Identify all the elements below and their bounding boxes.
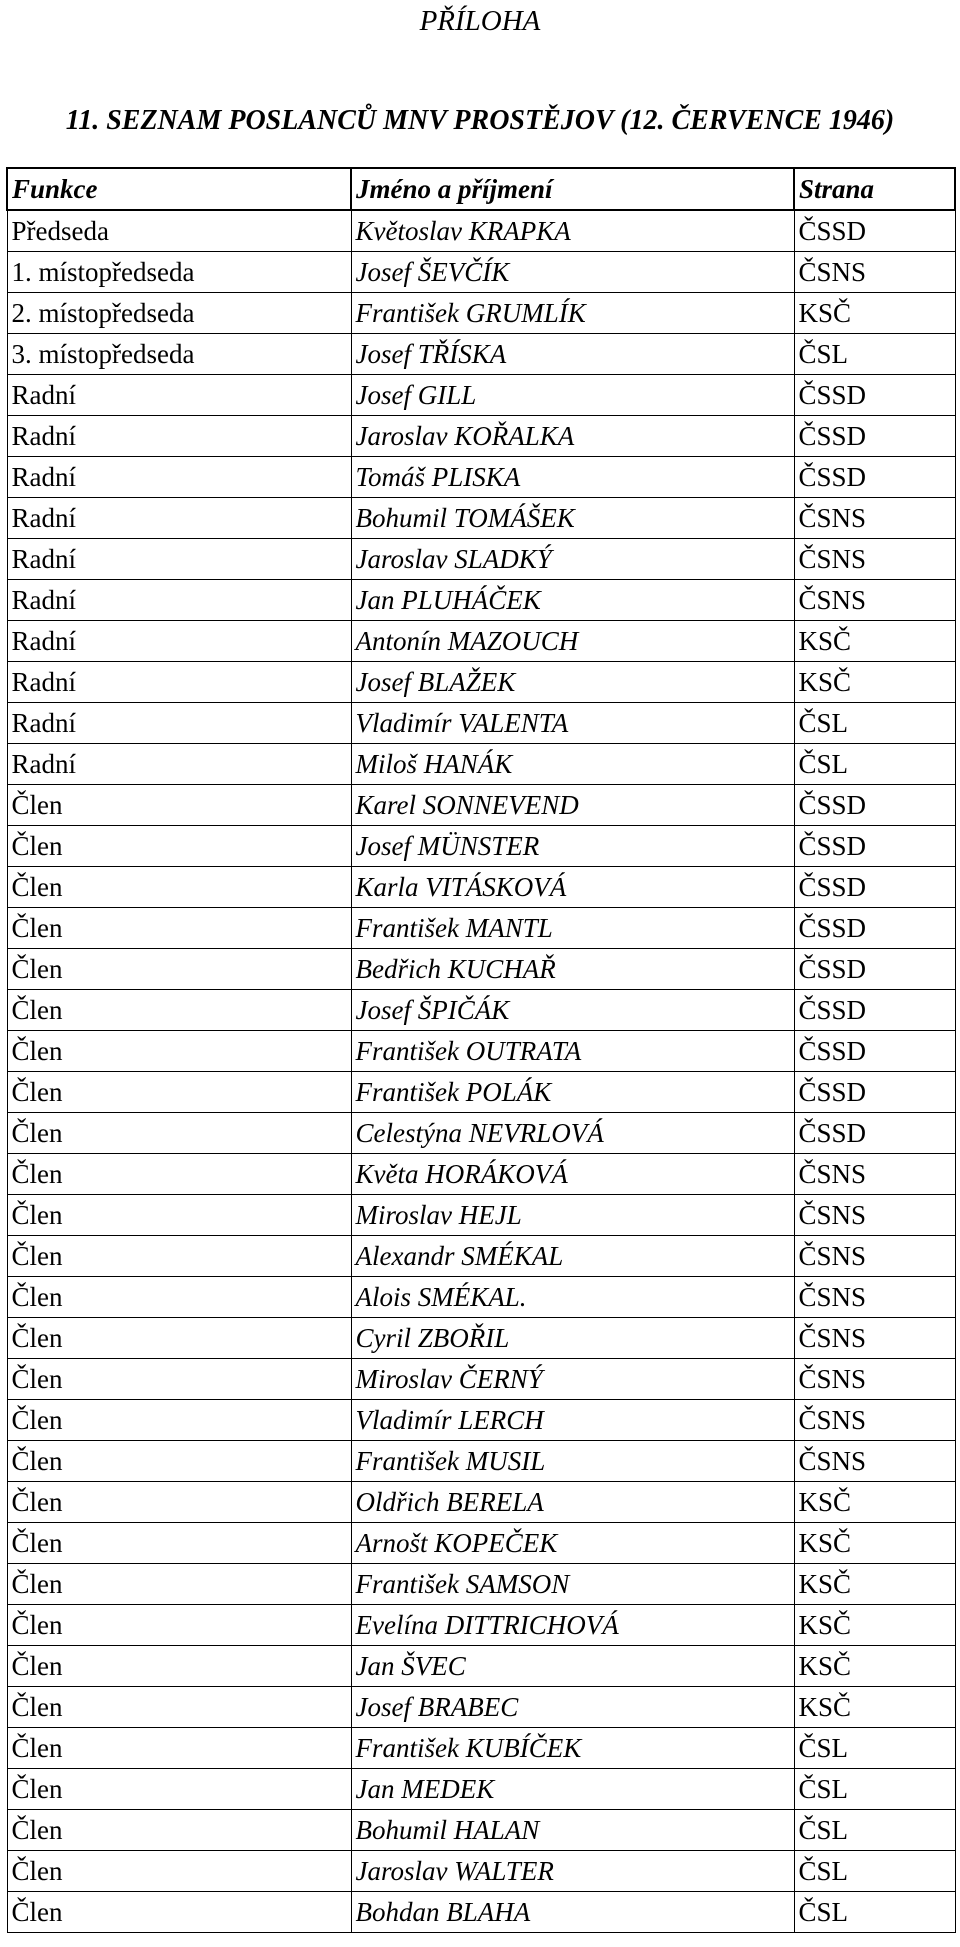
function-cell: Člen	[7, 1687, 351, 1728]
party-cell: ČSNS	[794, 1277, 955, 1318]
table-row	[7, 580, 955, 621]
name-cell: Miroslav ČERNÝ	[351, 1359, 794, 1400]
name-cell: Arnošt KOPEČEK	[351, 1523, 794, 1564]
name-cell: Evelína DITTRICHOVÁ	[351, 1605, 794, 1646]
name-cell: Alexandr SMÉKAL	[351, 1236, 794, 1277]
name-cell: František MANTL	[351, 908, 794, 949]
table-row	[7, 1482, 955, 1523]
party-cell: KSČ	[794, 1482, 955, 1523]
function-cell: Radní	[7, 703, 351, 744]
party-cell: ČSNS	[794, 1359, 955, 1400]
party-cell: ČSNS	[794, 252, 955, 293]
name-cell: František POLÁK	[351, 1072, 794, 1113]
party-cell: ČSSD	[794, 949, 955, 990]
party-cell: ČSNS	[794, 1236, 955, 1277]
function-cell: Radní	[7, 375, 351, 416]
table-row	[7, 498, 955, 539]
page-heading: PŘÍLOHA	[419, 5, 541, 37]
table-row	[7, 662, 955, 703]
name-cell: Josef BRABEC	[351, 1687, 794, 1728]
function-cell: Člen	[7, 1359, 351, 1400]
name-cell: Jaroslav WALTER	[351, 1851, 794, 1892]
name-cell: Bohdan BLAHA	[351, 1892, 794, 1933]
function-cell: Radní	[7, 662, 351, 703]
name-cell: Josef GILL	[351, 375, 794, 416]
name-cell: František MUSIL	[351, 1441, 794, 1482]
name-cell: František KUBÍČEK	[351, 1728, 794, 1769]
table-row	[7, 908, 955, 949]
party-cell: KSČ	[794, 1523, 955, 1564]
function-cell: Radní	[7, 416, 351, 457]
party-cell: ČSL	[794, 703, 955, 744]
party-cell: KSČ	[794, 293, 955, 334]
name-cell: Květa HORÁKOVÁ	[351, 1154, 794, 1195]
party-cell: ČSL	[794, 1810, 955, 1851]
function-cell: Člen	[7, 1810, 351, 1851]
party-cell: ČSL	[794, 1769, 955, 1810]
name-cell: Josef ŠEVČÍK	[351, 252, 794, 293]
party-cell: ČSSD	[794, 1113, 955, 1154]
name-cell: Oldřich BERELA	[351, 1482, 794, 1523]
party-cell: KSČ	[794, 1564, 955, 1605]
function-cell: Předseda	[7, 210, 351, 252]
name-cell: Jaroslav SLADKÝ	[351, 539, 794, 580]
function-cell: Člen	[7, 1318, 351, 1359]
header-party: Strana	[794, 168, 955, 210]
document-title: 11. SEZNAM POSLANCŮ MNV PROSTĚJOV (12. ČERVENCE 1946)	[65, 105, 895, 136]
party-cell: ČSNS	[794, 1400, 955, 1441]
name-cell: Miroslav HEJL	[351, 1195, 794, 1236]
table-row	[7, 1523, 955, 1564]
table-row	[7, 703, 955, 744]
table-row	[7, 1318, 955, 1359]
table-row	[7, 826, 955, 867]
party-cell: ČSNS	[794, 498, 955, 539]
table-row	[7, 416, 955, 457]
function-cell: Člen	[7, 1523, 351, 1564]
table-row	[7, 1154, 955, 1195]
name-cell: Jan ŠVEC	[351, 1646, 794, 1687]
table-row	[7, 252, 955, 293]
table-row	[7, 210, 955, 252]
party-cell: ČSL	[794, 1892, 955, 1933]
party-cell: ČSNS	[794, 1195, 955, 1236]
function-cell: Člen	[7, 785, 351, 826]
function-cell: Radní	[7, 498, 351, 539]
function-cell: Člen	[7, 1892, 351, 1933]
table-row	[7, 621, 955, 662]
function-cell: Člen	[7, 1113, 351, 1154]
name-cell: Antonín MAZOUCH	[351, 621, 794, 662]
function-cell: Člen	[7, 1072, 351, 1113]
table-row	[7, 1728, 955, 1769]
party-cell: ČSSD	[794, 375, 955, 416]
party-cell: ČSSD	[794, 457, 955, 498]
table-row	[7, 1769, 955, 1810]
party-cell: ČSNS	[794, 1154, 955, 1195]
table-row	[7, 744, 955, 785]
table-row	[7, 1236, 955, 1277]
table-row	[7, 1605, 955, 1646]
function-cell: Člen	[7, 1441, 351, 1482]
name-cell: Karla VITÁSKOVÁ	[351, 867, 794, 908]
party-cell: ČSSD	[794, 785, 955, 826]
name-cell: Celestýna NEVRLOVÁ	[351, 1113, 794, 1154]
party-cell: ČSSD	[794, 210, 955, 252]
name-cell: Vladimír LERCH	[351, 1400, 794, 1441]
party-cell: KSČ	[794, 1687, 955, 1728]
table-row	[7, 785, 955, 826]
table-row	[7, 949, 955, 990]
table-row	[7, 457, 955, 498]
function-cell: Člen	[7, 1400, 351, 1441]
name-cell: Josef BLAŽEK	[351, 662, 794, 703]
party-cell: ČSL	[794, 744, 955, 785]
party-cell: ČSNS	[794, 1318, 955, 1359]
table-row	[7, 1851, 955, 1892]
table-row	[7, 1072, 955, 1113]
table-row	[7, 375, 955, 416]
function-cell: Člen	[7, 867, 351, 908]
function-cell: Člen	[7, 1564, 351, 1605]
table-row	[7, 293, 955, 334]
party-cell: ČSSD	[794, 908, 955, 949]
function-cell: Člen	[7, 826, 351, 867]
party-cell: ČSNS	[794, 580, 955, 621]
name-cell: Cyril ZBOŘIL	[351, 1318, 794, 1359]
name-cell: Vladimír VALENTA	[351, 703, 794, 744]
name-cell: Bohumil HALAN	[351, 1810, 794, 1851]
party-cell: ČSSD	[794, 1031, 955, 1072]
table-row	[7, 1810, 955, 1851]
name-cell: Josef MÜNSTER	[351, 826, 794, 867]
header-name: Jméno a příjmení	[351, 168, 794, 210]
table-row	[7, 1400, 955, 1441]
name-cell: Bohumil TOMÁŠEK	[351, 498, 794, 539]
function-cell: Radní	[7, 744, 351, 785]
name-cell: František OUTRATA	[351, 1031, 794, 1072]
function-cell: Člen	[7, 949, 351, 990]
party-cell: ČSSD	[794, 1072, 955, 1113]
function-cell: Radní	[7, 457, 351, 498]
party-cell: ČSL	[794, 334, 955, 375]
party-cell: KSČ	[794, 1605, 955, 1646]
table-body	[7, 210, 955, 1933]
table-row	[7, 1195, 955, 1236]
table-row	[7, 1277, 955, 1318]
party-cell: KSČ	[794, 621, 955, 662]
function-cell: Člen	[7, 1605, 351, 1646]
name-cell: Tomáš PLISKA	[351, 457, 794, 498]
party-cell: ČSL	[794, 1728, 955, 1769]
name-cell: Bedřich KUCHAŘ	[351, 949, 794, 990]
function-cell: Člen	[7, 1277, 351, 1318]
party-cell: ČSSD	[794, 826, 955, 867]
function-cell: Člen	[7, 908, 351, 949]
table-row	[7, 990, 955, 1031]
name-cell: Jan MEDEK	[351, 1769, 794, 1810]
function-cell: 2. místopředseda	[7, 293, 351, 334]
function-cell: Člen	[7, 1154, 351, 1195]
name-cell: Jaroslav KOŘALKA	[351, 416, 794, 457]
function-cell: 1. místopředseda	[7, 252, 351, 293]
function-cell: Radní	[7, 621, 351, 662]
table-row	[7, 1892, 955, 1933]
party-cell: ČSNS	[794, 539, 955, 580]
function-cell: Člen	[7, 1646, 351, 1687]
table-row	[7, 539, 955, 580]
function-cell: 3. místopředseda	[7, 334, 351, 375]
function-cell: Radní	[7, 539, 351, 580]
function-cell: Člen	[7, 1851, 351, 1892]
function-cell: Člen	[7, 990, 351, 1031]
table-row	[7, 1359, 955, 1400]
party-cell: ČSSD	[794, 416, 955, 457]
table-row	[7, 1031, 955, 1072]
party-cell: ČSSD	[794, 867, 955, 908]
party-cell: ČSSD	[794, 990, 955, 1031]
name-cell: František GRUMLÍK	[351, 293, 794, 334]
name-cell: Josef TŘÍSKA	[351, 334, 794, 375]
table-row	[7, 867, 955, 908]
function-cell: Člen	[7, 1195, 351, 1236]
table-row	[7, 1441, 955, 1482]
function-cell: Radní	[7, 580, 351, 621]
table-row	[7, 1646, 955, 1687]
name-cell: Alois SMÉKAL.	[351, 1277, 794, 1318]
function-cell: Člen	[7, 1482, 351, 1523]
party-cell: ČSNS	[794, 1441, 955, 1482]
name-cell: Květoslav KRAPKA	[351, 210, 794, 252]
name-cell: František SAMSON	[351, 1564, 794, 1605]
party-cell: ČSL	[794, 1851, 955, 1892]
header-function: Funkce	[7, 168, 351, 210]
party-cell: KSČ	[794, 1646, 955, 1687]
table-row	[7, 1687, 955, 1728]
table-row	[7, 1113, 955, 1154]
deputies-table	[6, 167, 956, 1933]
function-cell: Člen	[7, 1728, 351, 1769]
table-row	[7, 1564, 955, 1605]
table-header-row	[7, 168, 955, 210]
function-cell: Člen	[7, 1031, 351, 1072]
function-cell: Člen	[7, 1769, 351, 1810]
party-cell: KSČ	[794, 662, 955, 703]
name-cell: Jan PLUHÁČEK	[351, 580, 794, 621]
function-cell: Člen	[7, 1236, 351, 1277]
name-cell: Josef ŠPIČÁK	[351, 990, 794, 1031]
table-row	[7, 334, 955, 375]
name-cell: Miloš HANÁK	[351, 744, 794, 785]
name-cell: Karel SONNEVEND	[351, 785, 794, 826]
